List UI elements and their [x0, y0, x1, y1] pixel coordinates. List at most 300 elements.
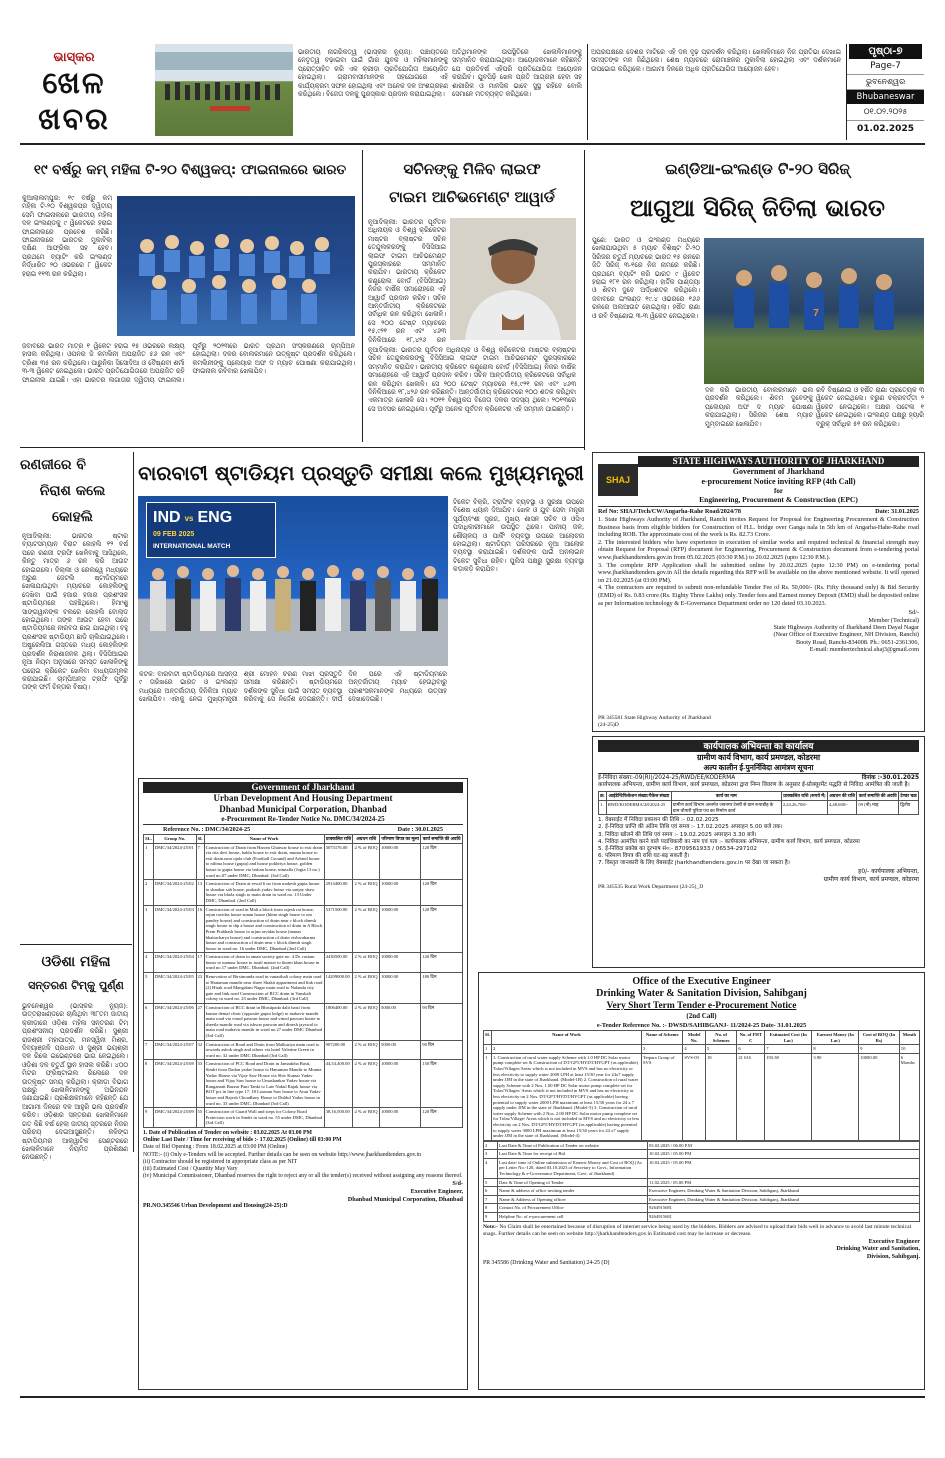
table-cell: 18 [705, 1053, 736, 1140]
table-cell: DMC/34/2024-25/07 [153, 1040, 196, 1060]
udhd-govt: Government of Jharkhand [143, 782, 463, 793]
section-title-line2: ଖବର [38, 102, 110, 137]
rwd-date: दिनांक :-30.01.2025 [861, 775, 919, 781]
rwd-note: 5. ई-निविदा प्रकोष्ठ का दूरभाष सं०:- 8709561933 / 06534-297102 [598, 846, 757, 852]
table-header: कार्य समाप्ति की अवधि [857, 792, 899, 801]
table-cell: Helpline No. of e-procurement cell [498, 1213, 648, 1222]
shaj-ref: Ref No: SHAJ/Tech/CW/Angarha-Rahe Road/2024/78 [598, 508, 741, 515]
table-header: Month [899, 1031, 919, 1045]
rwd-note: 6. परिमाण विपत्र की राशि घट-बढ़ सकती है। [598, 853, 690, 860]
swim-headline-line1: ଓଡିଶା ମହିଳା [41, 954, 111, 970]
table-cell: 1806400.00 [324, 1004, 353, 1041]
table-cell: 2 % of BOQ [353, 953, 380, 973]
table-cell: 23 [196, 973, 204, 1004]
sachin-headline-line1: ସଚିନଙ୍କୁ ମିଳିବ ଲାଇଫ [403, 160, 541, 178]
dws-office: Office of the Executive Engineer [632, 976, 771, 987]
rwd-sign: ग्रामीण कार्य विभाग, कार्य प्रमण्डल, कोडरमा [823, 875, 919, 883]
table-cell: DMC/34/2024-25/03 [153, 905, 196, 953]
dws-tender-ad [478, 972, 925, 1390]
rwd-table [598, 791, 919, 815]
series-headline-line1: ଇଣ୍ଡିଆ-ଇଂଲଣ୍ଡ ଟି-୨୦ ସିରିଜ୍ [665, 160, 850, 178]
table-cell: 38,16,500.00 [324, 1108, 353, 1128]
table-cell: 4 [683, 1045, 706, 1054]
dws-pr-number: PR 345586 (Drinking Water and Sanitation) 24-25 (D) [483, 1260, 610, 1267]
table-cell: 2 % of BOQ [353, 880, 380, 905]
table-cell: DMC/34/2024-25/06 [153, 1004, 196, 1041]
kohli-body: ନୂଆଦିଲ୍ଲୀ: ଭାରତର ଷ୍ଟାର ବ୍ୟାଟସମ୍ୟାନ ବିରାଟ କୋହଲି ୧୨ ବର୍ଷ ପରେ ରଣଜୀ ଟ୍ରଫି ଖେଳିବାକୁ ଆସିଥିଲେ, କିନ୍ତୁ ମାତ୍ର ୬ ରନ କରି ଆଉଟ ହୋଇଗଲେ। ଦିଲ୍ଲୀ ଓ ରେଲୱେ ମଧ୍ୟରେ ଅରୁଣ ଜେଟଲି ଷ୍ଟାଡିୟମରେ ଖେଳାଯାଉଥିବା ମ୍ୟାଚରେ କୋହଲିଙ୍କୁ ଦେଖିବା ପାଇଁ ହଜାର ହଜାର ପ୍ରଶଂସକ ଷ୍ଟାଡିୟମରେ ପହଞ୍ଚିଥିଲେ। ହିମାଂଶୁ ସାଙ୍ଗୱାନଙ୍କ ବଲରେ କୋହଲି ବୋଲ୍ଡ ହୋଇଥିଲେ। ତାଙ୍କ ଆଉଟ ହେବା ପରେ ଷ୍ଟାଡିୟମରେ ନୀରବତା ଛାଇ ଯାଇଥିଲା। ବହୁ ପ୍ରଶଂସକ ଷ୍ଟାଡିୟମ ଛାଡ଼ି ଚାଲିଯାଇଥିଲେ। ଅଷ୍ଟ୍ରେଲିଆ ଗସ୍ତରେ ମଧ୍ୟ କୋହଲିଙ୍କ ପ୍ରଦର୍ଶନ ନିରାଶାଜନକ ଥିଲା। ବିସିସିଆଇର ନୂଆ ନିୟମ ଅନୁସାରେ ସମସ୍ତ ଖେଳାଳିଙ୍କୁ ଘରୋଇ କ୍ରିକେଟ ଖେଳିବା ବାଧ୍ୟତାମୂଳକ କରାଯାଇଛି। ଚାମ୍ପିଅନ୍ସ ଟ୍ରଫି ପୂର୍ବରୁ ତାଙ୍କ ଫର୍ମ ଚିନ୍ତାର ବିଷୟ। [22, 532, 128, 692]
banner-date: 09 FEB 2025 [153, 531, 195, 538]
table-cell: DMC/34/2024-25/01 [153, 843, 196, 880]
table-cell: 5 [705, 1045, 736, 1054]
stadium-event-photo [138, 496, 448, 666]
sachin-body-left: ନୂଆଦିଲ୍ଲୀ: ଭାରତର ପୂର୍ବତନ ଅଧିନାୟକ ଓ ବିଶ୍ୱ କ୍ରିକେଟର ମାଷ୍ଟର ବ୍ଲାଷ୍ଟର ସଚିନ ତେନ୍ଦୁଲକରଙ୍କୁ ବିସିସିଆଇ ଲାଇଫ ଟାଇମ ଆଚିଭମେଣ୍ଟ ପୁରସ୍କାରରେ ସମ୍ମାନିତ କରାଯିବ। ଭାରତୀୟ କ୍ରିକେଟ କଣ୍ଟ୍ରୋଲ ବୋର୍ଡ (ବିସିସିଆଇ) ନିଜର ବାର୍ଷିକ ସମାରୋହରେ ଏହି ଆୱାର୍ଡ ପ୍ରଦାନ କରିବ। ସଚିନ ଆନ୍ତର୍ଜାତୀୟ କ୍ରିକେଟରେ ସର୍ବାଧିକ ରନ କରିଥିବା ଖେଳାଳି। ସେ ୨୦୦ ଟେଷ୍ଟ ମ୍ୟାଚରେ ୧୫,୯୨୧ ରନ ଏବଂ ୪୬୩ ଦିନିକିଆରେ ୧୮,୪୨୬ ରନ [368, 218, 446, 343]
rwd-note: 4. निविदा आमंत्रित करने वाले पदाधिकारी का नाम एवं पता :- कार्यपालक अभियन्ता, ग्रामीण कार्य विभाग, कार्य प्रमण्डल, कोडरमा [598, 838, 860, 845]
table-cell: 03.02.2025 / 06.00 P.M [648, 1141, 920, 1150]
table-cell: 2914400.00 [324, 880, 353, 905]
table-row [144, 953, 463, 973]
table-cell: 9 [859, 1045, 900, 1054]
shaj-tender-ad [592, 452, 925, 732]
table-cell: 10000.00 [380, 880, 421, 905]
sachin-body-bottom: ନୂଆଦିଲ୍ଲୀ: ଭାରତର ପୂର୍ବତନ ଅଧିନାୟକ ଓ ବିଶ୍ୱ କ୍ରିକେଟର ମାଷ୍ଟର ବ୍ଲାଷ୍ଟର ସଚିନ ତେନ୍ଦୁଲକରଙ୍କୁ ବିସିସିଆଇ ଲାଇଫ ଟାଇମ ଆଚିଭମେଣ୍ଟ ପୁରସ୍କାରରେ ସମ୍ମାନିତ କରାଯିବ। ଭାରତୀୟ କ୍ରିକେଟ କଣ୍ଟ୍ରୋଲ ବୋର୍ଡ (ବିସିସିଆଇ) ନିଜର ବାର୍ଷିକ ସମାରୋହରେ ଏହି ଆୱାର୍ଡ ପ୍ରଦାନ କରିବ। ସଚିନ ଆନ୍ତର୍ଜାତୀୟ କ୍ରିକେଟରେ ସର୍ବାଧିକ ରନ କରିଥିବା ଖେଳାଳି। ସେ ୨୦୦ ଟେଷ୍ଟ ମ୍ୟାଚରେ ୧୫,୯୨୧ ରନ ଏବଂ ୪୬୩ ଦିନିକିଆରେ ୧୮,୪୨୬ ରନ କରିଛନ୍ତି। ଆନ୍ତର୍ଜାତୀୟ କ୍ରିକେଟରେ ୧୦୦ ଶତକ କରିଥିବା ଏକମାତ୍ର ଖେଳାଳି ସେ। ୨୦୧୧ ବିଶ୍ୱକପ ବିଜେତା ଦଳର ସଦସ୍ୟ ଥିଲେ। ୨୦୧୩ରେ ସେ ଅବସର ନେଇଥିଲେ। ପୂର୍ବରୁ ଅନେକ ପୂର୍ବତନ କ୍ରିକେଟର ଏହି ସମ୍ମାନ ପାଇଛନ୍ତି। [368, 346, 576, 413]
rwd-note: 7. विस्तृत जानकारी के लिए वेबसाईट jharkhandtenders.gov.in पर देखा जा सकता है। [598, 860, 790, 867]
divider [587, 44, 588, 140]
table-header: No. of Schemes [705, 1031, 736, 1045]
table-cell: 5000.00 [380, 1040, 421, 1060]
section-title-line1: ଖେଳ [42, 66, 106, 101]
udhd-note-3: (iii) Estimated Cost / Quantity May Vary [143, 1165, 238, 1172]
table-cell: Last Date & Time of Publication of Tender on website [498, 1141, 648, 1150]
table-row [144, 973, 463, 1004]
udhd-sign-1: Executive Engineer, [410, 1187, 463, 1195]
series-headline-line2: ଆଗୁଆ ସିରିଜ୍ ଜିତିଲା ଭାରତ [629, 194, 886, 222]
table-cell: Last date/ time of Online submission of Earnest Money and Cost of BOQ (As per Letter No.-120, dated 03.10.2023 of Secretary to Govt., Information Technology & e-Governance Department, Govt. of Jharkhand) [498, 1158, 648, 1178]
table-cell: 2 % of BOQ [353, 1040, 380, 1060]
table-cell: 13 [196, 880, 204, 905]
rwd-note: 1. वेबसाईट में निविदा प्रकाशन की तिथि :- 02.02.2025 [598, 817, 719, 824]
table-cell: 6 [484, 1187, 498, 1196]
dws-sign-1: Executive Engineer [868, 1237, 920, 1245]
svg-text:7: 7 [813, 308, 819, 319]
table-cell: SVS-03 [683, 1053, 706, 1140]
table-cell: 2 % of BOQ [353, 1060, 380, 1108]
table-cell: Construction of road in Mali a block from rajesh rai house, arjun ravidas house sunan house (bhim singh house to om pandey house) and construction of drain near c block dinesh singh house to dip a house and construction of drain in A Block Prem Prabhash house to arjun ravidas house (manas bhattacharya house) and construction of drain vishwakarma house and construction of drain near c block dinesh singh house in ward no. 16 under DMC, Dhanbad (2nd Call) [204, 905, 324, 953]
table-cell: 90 दिन [421, 1040, 463, 1060]
table-header: Sl. [196, 835, 204, 844]
divider [20, 143, 925, 145]
udhd-sign-2: Dhanbad Municipal Corporation, Dhanbad [347, 1195, 463, 1203]
table-cell: 3 [641, 1045, 682, 1054]
table-cell: DMC/34/2024-25/02 [153, 880, 196, 905]
stadium-body-right: ଟିକେଟ ବିକ୍ରି, ଟ୍ରାଫିକ ବ୍ୟବସ୍ଥା ଓ ସୁରକ୍ଷା ଉପରେ ବିଶେଷ ଧ୍ୟାନ ଦିଆଯିବ। ଖେଳ ଓ ଯୁବ ସେବା ମନ୍ତ୍ରୀ ସୂର୍ଯ୍ୟବଂଶୀ ସୂରଜ, ମୁଖ୍ୟ ଶାସନ ସଚିବ ଓ ଓସିଏ ପଦାଧିକାରୀମାନେ ଉପସ୍ଥିତ ଥିଲେ। ପାନୀୟ ଜଳ, ଶୌଚାଳୟ ଓ ପାର୍କିଂ ବ୍ୟବସ୍ଥା ଉପରେ ଆଲୋଚନା ହୋଇଥିଲା। ଷ୍ଟାଡିୟମ ପରିସରରେ ନୂଆ ଆଲୋକ ବ୍ୟବସ୍ଥା କରାଯାଇଛି। ଦର୍ଶକଙ୍କ ପାଇଁ ଅନଲାଇନ ଟିକେଟ ସୁବିଧା ରହିବ। ପୁଲିସ ପକ୍ଷରୁ ସୁରକ୍ଷା ବ୍ୟବସ୍ଥା କଡ଼ାକଡ଼ି କରାଯିବ। [453, 498, 584, 574]
table-row [484, 1178, 920, 1187]
top-event-photo [155, 44, 293, 136]
udhd-ref: Reference No. : DMC/34/2024-25 [163, 826, 251, 833]
table-cell: RWD/KODERMA/28/2024-25 [606, 801, 671, 815]
table-cell: DMC/34/2024-25/09 [153, 1108, 196, 1128]
shaj-sign-2: State Highways Authority of Jharkhand Deen Dayal Nagar [773, 623, 919, 631]
table-row [144, 1108, 463, 1128]
table-row [484, 1187, 920, 1196]
table-cell: 2,24,26,708/- [781, 801, 827, 815]
divider [20, 1396, 925, 1398]
team-celebration-illustration [117, 196, 355, 336]
table-cell: 120 दिन [421, 953, 463, 973]
table-cell: DMC/34/2024-25/04 [153, 953, 196, 973]
shaj-notice-title: e-procurement Notice inviting RFP (4th Call) [701, 477, 856, 486]
table-cell: Construction of Drain at erwal 6 no from mahesh gupta house to shankar sah house, prakash yadav house via sanjay shaw house via bhola singh to main drain in ward no. 13 Under DMC, Dhanbad. (2nd Call) [204, 880, 324, 905]
table-cell: Renovation of Birsimunda road in vanasthali colony main road to Hanuman mandir near shree Shakti appartment and link road (2) Hirak road Mangalam Nagar main road to Nalanda city gate and link road Construction of RCC drain in Vanshali colony in ward no. 23 under DMC, Dhanbad. (3rd Call) [204, 973, 324, 1004]
table-cell: 44,54,400.00 [324, 1060, 353, 1108]
shaj-sign-3: (Near Office of Executive Engineer, NH Division, Ranchi) [773, 631, 919, 639]
table-cell: 8 [484, 1204, 498, 1213]
table-cell: 120 दिन [421, 1108, 463, 1128]
dws-note-label: Note:- [483, 1223, 498, 1230]
table-header-row [144, 835, 463, 844]
table-cell: 90 दिन [421, 1004, 463, 1041]
rwd-ref: ई-निविदा संख्या:-09(RI)/2024-25/RWD/EE/KODERMA [598, 775, 736, 781]
table-cell: Construction of drain in aman society gate no. 4 Dr. rustam house to manusr house to israil master to ikram khan house in ward no.17 under DMC, Dhanbad. (2nd Call) [204, 953, 324, 973]
brand-name: ଭାସ୍କର [53, 50, 95, 65]
table-cell: 9264915681 [648, 1213, 920, 1222]
crowd-illustration [155, 44, 293, 136]
rwd-note: 3. निविदा खोलने की तिथि एवं समय :- 19.02.2025 अपराहन 3.30 बजे। [598, 831, 757, 838]
table-cell: Name & Address of Opening officer [498, 1195, 648, 1204]
date-en: 01.02.2025 [857, 124, 914, 134]
table-cell: 10000.00 [380, 953, 421, 973]
table-header: No. of FHT C [737, 1031, 765, 1045]
divider [20, 447, 584, 448]
table-row [144, 843, 463, 880]
table-row [144, 1060, 463, 1108]
divider [584, 150, 585, 450]
table-cell: 2 % of BOQ [353, 973, 380, 1004]
table-header-row [599, 792, 919, 801]
table-row [484, 1053, 920, 1140]
banner-match: INTERNATIONAL MATCH [153, 543, 231, 550]
table-header: SL. [144, 835, 154, 844]
dws-sign-3: Division, Sahibganj. [866, 1252, 920, 1260]
dws-sign-2: Drinking Water and Sanitation, [836, 1245, 920, 1253]
dws-call: (2nd Call) [686, 1012, 717, 1020]
rwd-title: कार्यपालक अभियन्ता का कार्यालय [598, 740, 919, 752]
table-cell: 5 [484, 1178, 498, 1187]
fhtc-value-2: 616 [744, 1054, 751, 1060]
table-cell: 11.02.2025 / 05.00 PM [648, 1178, 920, 1187]
table-cell: 32 [196, 1040, 204, 1060]
table-cell: 4,48,600/- [827, 801, 856, 815]
city-odia: ଭୁବନେଶ୍ୱର [847, 75, 924, 90]
table-header: प्राक्कलित राशि (रूपये में) [781, 792, 827, 801]
table-cell: Executive Engineer, Drinking Water & Sanitation Division, Sahibganj, Jharkhand [648, 1187, 920, 1196]
table-cell [737, 1053, 765, 1140]
rwd-sd: ह0/- कार्यपालक अभियन्ता, [858, 867, 919, 875]
dws-notice: Very Short Term Tender e-Procurement Notice [606, 1001, 797, 1011]
table-cell: 7 [484, 1195, 498, 1204]
fhtc-value: 21 [738, 1054, 743, 1060]
rwd-intro: कार्यपालक अभियन्ता, ग्रामीण कार्य विभाग, कार्य प्रमण्डल, कोडरमा द्वारा निम्न विवरण के अनुसार ई-प्रोक्यूरमेंट पद्धति से निविदा आमंत्रित की जाती है। [598, 782, 910, 788]
top-story-col1: ଭାରତୀୟ ନାଗରିକତ୍ୱ (ଭାସ୍କର ନ୍ୟୁଜ): ପଞ୍ଚାୟତରେ ନେତୃତ୍ୱ ବଢ଼ାଇବା ପାଇଁ ଗାଁର ଯୁବକ ଓ ମହିଳାମାନଙ୍କୁ ପ୍ରୋତ୍ସାହିତ କରି ଏକ କ୍ରୀଡ଼ା ପ୍ରତିଯୋଗିତା ଆୟୋଜିତ ହୋଇଥିଲା। ଗ୍ରାମବାସୀମାନଙ୍କ ସହଯୋଗରେ ଏହି କାର୍ଯ୍ୟକ୍ରମ ସଫଳ ହୋଇଥିଲା ଏବଂ ଅନେକ ଦଳ ଅଂଶଗ୍ରହଣ କରିଥିଲେ। ବିଜେତା ଦଳକୁ ପୁରସ୍କାର ପ୍ରଦାନ କରାଯାଇଥିଲା। [298, 48, 448, 99]
table-header: Earnest Money (In Lac) [812, 1031, 859, 1045]
table-cell: 7 [196, 843, 204, 880]
series-body-2: ଦଳ କରି ଭାରତୀୟ ବୋଲରମାନେ ଭଲ ପ୍ରଦର୍ଶନ କରିଥିଲେ। ଶିବମ ଦୁବେଙ୍କୁ ପ୍ଲେୟାର ଅଫ ଦ ମ୍ୟାଚ ଘୋଷଣା କରାଯାଇଥିଲା। ସିରିଜର ଶେଷ ମ୍ୟାଚ ମୁମ୍ବାଇରେ ଖେଳାଯିବ। [705, 386, 813, 428]
table-cell: Executive Engineer, Drinking Water & Sanitation Division, Sahibganj, Jharkhand [648, 1195, 920, 1204]
shaj-epc: Engineering, Procurement & Construction (EPC) [699, 495, 858, 504]
dws-dates-table [483, 1141, 920, 1222]
sachin-photo [450, 218, 576, 340]
series-body: ପୁଣେ: ଭାରତ ଓ ଇଂଲଣ୍ଡ ମଧ୍ୟରେ ଖେଳାଯାଉଥିବା ୫ ମ୍ୟାଚ ବିଶିଷ୍ଟ ଟି-୨୦ ସିରିଜର ଚତୁର୍ଥ ମ୍ୟାଚରେ ଭାରତ ୧୫ ରନରେ ଜିତି ସିରିଜ୍ ୩-୧ରେ ନିଜ ନାମରେ କରିଛି। ପ୍ରଥମେ ବ୍ୟାଟିଂ କରି ଭାରତ ୯ ୱିକେଟ ହରାଇ ୧୮୧ ରନ କରିଥିଲା। ହାର୍ଦ୍ଦିକ ପାଣ୍ଡ୍ୟା ଓ ଶିବମ ଦୁବେ ଅର୍ଦ୍ଧଶତକ କରିଥିଲେ। ଜବାବରେ ଇଂଲଣ୍ଡ ୧୯.୪ ଓଭରରେ ୧୬୬ ରନରେ ଅଲଆଉଟ ହୋଇଥିଲା। ହର୍ଷିତ ରାଣା ଓ ରବି ବିଷ୍ଣୋଇ ୩-୩ ୱିକେଟ ନେଇଥିଲେ। [592, 236, 700, 320]
table-cell: 4430500.00 [324, 953, 353, 973]
table-cell: द्वितीय [899, 801, 919, 815]
table-cell: 9 [144, 1108, 154, 1128]
table-cell: 7 [144, 1040, 154, 1060]
table-cell: 10000.00 [380, 843, 421, 880]
rwd-dept: ग्रामीण कार्य विभाग, कार्य प्रमण्डल, कोडरमा [696, 753, 821, 762]
table-header: परिमाण विपत्र का मूल्य [380, 835, 421, 844]
shaj-para-3: 3. The complete RFP Application shall be submitted online by 20.02.2025 (upto 12:30 PM) on e-tendering portal www.jharkhandtenders.gov.in All the details regarding this RFP will be available on the above mentioned website. It will opened on 21.02.2025 (at 03:00 PM). [598, 561, 919, 584]
masthead-logo [20, 50, 128, 142]
u19-headline: ୧୯ ବର୍ଷରୁ କମ୍ ମହିଳା ଟି-୨୦ ବିଶ୍ୱକପ୍: ଫାଇନାଲରେ ଭାରତ [33, 162, 347, 178]
table-cell: 10.02.2025 / 05.00 PM [648, 1158, 920, 1178]
table-cell: 907200.00 [324, 1040, 353, 1060]
table-cell: 4 [484, 1158, 498, 1178]
udhd-corp: Dhanbad Municipal Corporation, Dhanbad [219, 804, 387, 814]
table-cell: 5 [144, 973, 154, 1004]
table-cell: 10000.00 [380, 905, 421, 953]
table-cell: 8 [144, 1060, 154, 1108]
table-cell: 6 Months [899, 1053, 919, 1140]
table-cell: Construction of RCC drain in Bhistipada dalit basti from kumar dental clinic (opposite gupta lodge) to mahavir mandir main road via vinod paswan house and vinod paswan house to sheetla mandir road via ishwar paswan and dinesh jayswal to main road mahavir mandir in ward no.27 under DMC Dhanbad (3rd Call) [204, 1004, 324, 1041]
table-cell: 2 [144, 880, 154, 905]
table-header: कार्य का नाम [671, 792, 781, 801]
table-header: आईडेन्टिफिकेशन संख्या/पैकेज संख्या [606, 792, 671, 801]
shaj-title: STATE HIGHWAYS AUTHORITY OF JHARKHAND [638, 456, 919, 467]
dws-division: Drinking Water & Sanitation Division, Sahibganj [596, 988, 807, 999]
table-row [484, 1045, 920, 1054]
series-team-photo [704, 238, 924, 384]
portrait-illustration [450, 218, 576, 340]
page-info-box [846, 44, 924, 140]
table-cell: Construction of PCC Road and Drain in Jamadoba Basti, Sindri from Dadan yadav house to Hanuman Mandir to Munna Yadav House via Vijay Saw House via Shiv Kumar Yadav house and Vijay Saw house to Umashankar Yadav house via Rangamati Bazzar Pani Tanki to Late Nakul Rajak house via BOT pct in line type 17, 18 Laxman Saw house to Arun Yadav house and Rajesh Choudhary House to Duldul Yadav house in ward no. 33 under DMC, Dhanbad (3rd Call) [204, 1060, 324, 1108]
table-row [484, 1204, 920, 1213]
table-cell: 8 [812, 1045, 859, 1054]
table-cell: 1. Construction of rural water supply Scheme with 1.0 HP DC Solar motor pump complete set & Construction of DT/GPT/HYDT/HYGPT (as applicable) Tolas/Villages/Areas which is not included in MVS and has no electricity or less electricity to supply water 2000 LPH at least 15/30 year for 24x7 supply under JJM in the state of Jharkhand. (Model-1B) 2. Construction of rural water supply Scheme with 2 Nos. 1.00 HP DC Solar motor pump complete set for Tolas/Villages/ Areas which is not included in MVS and has no electricity or less electricity on 2 Nos. DT/GPT/HYDT/HYGPT (as applicable) having potential to supply water 2000 LPH maximum at least 15/30 years for 24 x 7 supply under JJM in the state of Jharkhand. (Model-3) 3. Construction of rural water supply Scheme with 2 Nos. 2.00 HP DC Solar motor pump complete set for Tolas/Village/ Areas which is not included in MVS and no electricity or less electricity on 2 Nos. DT/GPT/HYDT/HYGPT (as applicable) having potential to supply water 3000 LPH maximum at least 15/30 years for 24 x7 supply under JJM in the state of Jharkhand. (Model-4) [491, 1053, 641, 1140]
players-illustration [704, 238, 924, 384]
table-header: क्र. [599, 792, 607, 801]
table-cell: 2 [484, 1141, 498, 1150]
table-cell: 3073176.00 [324, 843, 353, 880]
city-en: Bhubaneswar [847, 90, 924, 104]
table-row [144, 905, 463, 953]
table-cell: 1 [484, 1053, 492, 1140]
table-cell: 10000.00 [380, 1060, 421, 1108]
table-cell: 6 [144, 1004, 154, 1041]
table-cell: Name & address of office inviting tender [498, 1187, 648, 1196]
dws-ref: e-Tender Reference No. :- DWSD/SAHIBGANJ- 11/2024-25 Date- 31.01.2025 [596, 1022, 807, 1029]
table-cell: 2 % of BOQ [353, 1004, 380, 1041]
table-cell: 10000.00 [380, 973, 421, 1004]
table-cell: 1 [144, 843, 154, 880]
date-odia: ୦୧.୦୨.୨୦୨୫ [847, 104, 924, 121]
table-cell: Construction of Drain from Harom Ghatwar house to exit drain via rita devi house, bablu house to exit drain, muma house to exit drain near ujala club (Football Ground) and Arbind house to nilima house (gupta) and house pokhriya house, golden house to gupta house via lashan house, nimtalla (Jogta 13 no.) ward no.07 under DMC, Dhanbad. (3rd Call) [204, 843, 324, 880]
shaj-sd: Sd/- [908, 609, 919, 617]
table-cell: 1 [484, 1045, 492, 1054]
top-story-col2: ଅତିଥିମାନଙ୍କ ଉପସ୍ଥିତିରେ ଖେଳାଳିମାନଙ୍କୁ ସମ୍ମାନିତ କରାଯାଇଥିଲା। ଆୟୋଜକମାନେ କହିଛନ୍ତି ଯେ ପ୍ରତିବର୍ଷ ଏହିପରି ପ୍ରତିଯୋଗିତା ଆୟୋଜନ କରାଯିବ। ଯୁବପିଢ଼ି ଖେଳ ପ୍ରତି ଆଗ୍ରହୀ ହେବା ସହ ଶାରୀରିକ ଓ ମାନସିକ ଭାବେ ସୁସ୍ଥ ରହିବେ ବୋଲି ସେମାନେ ମତବ୍ୟକ୍ତ କରିଥିଲେ। [452, 48, 582, 99]
table-header-row [484, 1031, 920, 1045]
table-row [484, 1150, 920, 1159]
table-cell: 150 दिन [421, 1060, 463, 1108]
table-header: Cost of BOQ (In Rs) [859, 1031, 900, 1045]
udhd-notice: e-Procurement Re-Tender Notice No. DMC/34/2024-25 [143, 815, 463, 825]
udhd-tender-ad [138, 778, 468, 1390]
table-cell: 10000.00 [380, 1108, 421, 1128]
shaj-govt: Government of Jharkhand [732, 467, 825, 476]
table-cell: 9264915681 [648, 1204, 920, 1213]
table-header: Model No. [683, 1031, 706, 1045]
table-cell: 6 [737, 1045, 765, 1054]
table-cell: DMC/34/2024-25/05 [153, 973, 196, 1004]
table-cell: 5000.00 [380, 1004, 421, 1041]
table-cell: 120 दिन [421, 905, 463, 953]
shaj-para-1: 1. State Highways Authority of Jharkhand, Ranchi invites Request for Proposal for Engineering Procurement & Construction Business basis from eligible bidders for Construction of H.L. bridge over Ganga nala in 5th km of Angarha-Hahe-Rahe road including ROB. The approximate cost of the work is Rs. 82.73 Crore. [598, 516, 919, 539]
rwd-note: 2. ई-निविदा प्राप्ति की अंतिम तिथि एवं समय :- 17.02.2025 अपराहन 5.00 बजे तक। [598, 824, 783, 831]
udhd-last-date: Online Last Date / Time for receiving of bids :- 17.02.2025 (Online) till 03:00 PM [143, 1137, 342, 1144]
divider [362, 150, 363, 442]
table-cell: 2 [491, 1045, 641, 1054]
page-label: ପୃଷ୍ଠା-୭ [849, 44, 922, 59]
table-row [484, 1195, 920, 1204]
table-cell: 1 [599, 801, 607, 815]
page-number-en: Page-7 [847, 59, 924, 75]
dws-table [483, 1030, 920, 1141]
table-cell: 09 (नौ) माह [857, 801, 899, 815]
series-body-3: ରବି ବିଷ୍ଣୋଇ ଓ ହର୍ଷିତ ରାଣା ପ୍ରତ୍ୟେକ ୩ ୱିକେଟ ନେଇଥିଲେ। ବରୁଣ ଚକ୍ରବର୍ତ୍ତୀ ୨ ୱିକେଟ ନେଇଥିଲେ। ଅକ୍ଷର ପଟେଲ ୧ ୱିକେଟ ନେଇଥିଲେ। ଇଂଲଣ୍ଡ ପକ୍ଷରୁ ହ୍ୟାରି ବ୍ରୁକ୍ ସର୍ବାଧିକ ୫୧ ରନ କରିଥିଲେ। [816, 386, 924, 428]
table-cell: 2 % of BOQ [353, 905, 380, 953]
shaj-sign-5: E-mail: membertechnical.shaj3@gmail.com [809, 646, 919, 654]
table-cell: Tetpara Group of SVS [641, 1053, 682, 1140]
u19-team-photo [117, 196, 355, 336]
shaj-date: Date: 31.01.2025 [875, 508, 919, 515]
table-cell: 193.38 [765, 1053, 812, 1140]
top-story-col3: ଅପରପକ୍ଷରେ ଦେଶର ମାଟିରେ ଏହି ଦଳ ଦୃଢ଼ ପ୍ରଦର୍ଶନ କରିଥିଲା। ଖେଳାଳିମାନେ ନିଜ ପ୍ରତିଭା ଦେଖାଇ ସମସ୍ତଙ୍କ ମନ ଜିଣିଥିଲେ। ଶେଷ ମ୍ୟାଚରେ ରୋମାଞ୍ଚକର ମୁକାବିଲା ହୋଇଥିଲା ଏବଂ ଦର୍ଶକମାନେ ଉପଭୋଗ କରିଥିଲେ। ଆଗାମୀ ଦିନରେ ଅଧିକ ପ୍ରତିଯୋଗିତା ଆୟୋଜନ ହେବ। [591, 48, 841, 73]
table-row [144, 880, 463, 905]
table-cell: Date & Time of Opening of Tender [498, 1178, 648, 1187]
udhd-note-4: (iv) Municipal Commissioner, Dhanbad reserves the right to reject any or all the tender(s) received without assigning any reasons thereof. [143, 1173, 463, 1180]
table-cell: 5371500.00 [324, 905, 353, 953]
shaj-sign-4: Booty Road, Ranchi-834008. Ph.: 0651-2361306, [795, 638, 919, 646]
table-cell: 120 दिन [421, 843, 463, 880]
banner-vs: vs [184, 513, 194, 523]
table-cell: 2 % of BOQ [353, 843, 380, 880]
table-row [484, 1213, 920, 1222]
udhd-note-2: (ii) Contractor should be registered in appropriate class as per NIT [143, 1158, 298, 1165]
rwd-notice: अल्प कालीन ई-पुनर्निविदा आमंत्रण सूचना [598, 763, 919, 774]
table-cell: 9 [484, 1213, 498, 1222]
kohli-headline-line2: ନିରାଶ କଲେ [39, 483, 106, 499]
rwd-tender-ad [592, 736, 925, 968]
stadium-body-bottom: କଟକ: ବାରବାଟୀ ଷ୍ଟାଡିୟମରେ ଆସନ୍ତା ୯ ତାରିଖରେ ଭାରତ ଓ ଇଂଲଣ୍ଡ ମଧ୍ୟରେ ଅନ୍ତର୍ଜାତୀୟ ଦିନିକିଆ ମ୍ୟାଚ ଖେଳାଯିବ। ଏହାକୁ ନେଇ ମୁଖ୍ୟମନ୍ତ୍ରୀ ଶ୍ରୀ ମୋହନ ଚରଣ ମାଝୀ ପ୍ରସ୍ତୁତି ସମୀକ୍ଷା କରିଛନ୍ତି। ଷ୍ଟାଡିୟମରେ ଦର୍ଶକଙ୍କ ସୁବିଧା ପାଇଁ ସମସ୍ତ ବ୍ୟବସ୍ଥା କରିବାକୁ ସେ ନିର୍ଦ୍ଦେଶ ଦେଇଛନ୍ତି। ଦୀର୍ଘ ଦିନ ପରେ ଏହି ଷ୍ଟାଡିୟମରେ ଅନ୍ତର୍ଜାତୀୟ ମ୍ୟାଚ ହେଉଥିବାରୁ ପ୍ରଶଂସକମାନଙ୍କ ମଧ୍ୟରେ ଉତ୍ସାହ ଦେଖାଦେଇଛି। [139, 670, 447, 704]
table-cell: 10 [899, 1045, 919, 1054]
rwd-pr-number: PR 345535 Rural Work Department (24-25)_D [598, 883, 704, 890]
table-cell: 180 दिन [421, 973, 463, 1004]
divider [20, 944, 132, 945]
udhd-dept: Urban Development And Housing Department [213, 793, 393, 803]
sachin-headline-line2: ଟାଇମ ଆଚିଭମେଣ୍ଟ ଆୱାର୍ଡ [389, 188, 555, 206]
table-cell: 17 [196, 953, 204, 973]
table-row [144, 1040, 463, 1060]
udhd-open-date: Date of Bid Opening : From 18.02.2025 at 03:00 PM (Online) [143, 1144, 288, 1151]
table-cell: Last Date & Time for receipt of Bid [498, 1150, 648, 1159]
table-cell: ग्रामीण कार्य विभाग अन्तर्गत जयनगर टेसरी से ग्राम रूपाडीह के ग्राम चौपारी पुरिया पथ का निर्माण कार्य [671, 801, 781, 815]
udhd-table [143, 834, 463, 1128]
u19-body-bottom: ଜବାବରେ ଭାରତ ମାତ୍ର ୧ ୱିକେଟ ହରାଇ ୧୫ ଓଭରରେ ଲକ୍ଷ୍ୟ ହାସଲ କରିଥିଲା। ଓପନର ଜି କମଲିନୀ ଅପରାଜିତ ୫୬ ରନ ଏବଂ ତ୍ରିଶା ୩୫ ରନ କରିଥିଲେ। ପାରୁନିକା ସିସୋଦିଆ ଓ ବୈଷ୍ଣବୀ ଶର୍ମା ୩-୩ ୱିକେଟ ନେଇଥିଲେ। ଭାରତ ପ୍ରତିଯୋଗିତାରେ ଅପରାଜିତ ରହି ଫାଇନାଲ ଯାଇଛି। ଏହା ଭାରତର ଲଗାତାର ଦ୍ୱିତୀୟ ଫାଇନାଲ। ପୂର୍ବରୁ ୨୦୨୩ରେ ଭାରତ ପ୍ରଥମ ସଂସ୍କରଣରେ ଚାମ୍ପିଅନ ହୋଇଥିଲା। ଦଳର ବୋଲରମାନେ ଉତ୍କୃଷ୍ଟ ପ୍ରଦର୍ଶନ କରିଥିଲେ। କମଲିନୀଙ୍କୁ ପ୍ଲେୟାର ଅଫ ଦ ମ୍ୟାଚ ଘୋଷଣା କରାଯାଇଥିଲା। ଫାଇନାଲ ରବିବାର ଖେଳାଯିବ। [22, 342, 355, 384]
table-cell: 33 [196, 1060, 204, 1108]
table-cell: 10000.00 [859, 1053, 900, 1140]
officials-illustration [138, 556, 448, 666]
table-cell: 2 % of BOQ [353, 1108, 380, 1128]
shaj-para-4: 4. The contractors are required to submit non-refundable Tender Fee of Rs. 50,000/- (Rs. Fifty thousand only) & Bid Security (EMD) of Rs. 0.83 crore (Rs. Eighty Three Lakhs) only. Tender fees and Earnest money Deposit (EMD) shall be deposited online as per Information technology & E-Governance Department order no 120 dated 03.10.2023. [598, 584, 919, 607]
table-cell: 4 [144, 953, 154, 973]
table-cell: 10.02.2025 / 05.00 PM [648, 1150, 920, 1159]
banner-ind: IND [153, 509, 181, 526]
table-header: Group No. [153, 835, 196, 844]
udhd-date: Date : 30.01.2025 [397, 826, 443, 833]
table-cell: 3 [144, 905, 154, 953]
table-cell: 55 [196, 1108, 204, 1128]
shaj-logo: SHAJ [598, 464, 638, 496]
banner-eng: ENG [197, 509, 233, 526]
table-row [599, 801, 919, 815]
table-header: Sl. [484, 1031, 492, 1045]
udhd-sd: S/d- [452, 1180, 463, 1188]
stadium-headline: ବାରବାଟୀ ଷ୍ଟାଡିୟମ ପ୍ରସ୍ତୁତି ସମୀକ୍ଷା କଲେ ମୁଖ୍ୟମନ୍ତ୍ରୀ [138, 461, 584, 485]
table-row [144, 1004, 463, 1041]
table-row [484, 1158, 920, 1178]
table-header: टेण्डर चक्र [899, 792, 919, 801]
udhd-pub-date: 1. Date of Publication of Tender on website : 03.02.2025 At 03.00 PM [143, 1129, 312, 1136]
divider [133, 452, 134, 1152]
shaj-pr-number: PR 345581 State Highway Authority of Jharkhand (24-25)D [598, 715, 711, 728]
table-header: Estimated Cost (In Lac) [765, 1031, 812, 1045]
table-header: अग्रधन राशि [353, 835, 380, 844]
table-cell: DMC/34/2024-25/08 [153, 1060, 196, 1108]
u19-body-top: କୁଆଲାଲମ୍ପୁର: ୧୯ ବର୍ଷରୁ କମ୍ ମହିଳା ଟି-୨୦ ବିଶ୍ୱକପ୍ର ଦ୍ୱିତୀୟ ସେମି ଫାଇନାଲରେ ଭାରତୀୟ ମହିଳା ଦଳ ଇଂଲଣ୍ଡକୁ ୯ ୱିକେଟରେ ହରାଇ ଫାଇନାଲରେ ପ୍ରବେଶ କରିଛି। ଫାଇନାଲରେ ଭାରତର ମୁକାବିଲା ଦକ୍ଷିଣ ଆଫ୍ରିକା ସହ ହେବ। ପ୍ରଥମେ ବ୍ୟାଟିଂ କରି ଇଂଲଣ୍ଡ ନିର୍ଦ୍ଧାରିତ ୨୦ ଓଭରରେ ୮ ୱିକେଟ ହରାଇ ୧୧୩ ରନ କରିଥିଲା। [22, 194, 112, 278]
table-cell: 120 दिन [421, 880, 463, 905]
table-cell: 3.90 [812, 1053, 859, 1140]
table-header: Name of Work [491, 1031, 641, 1045]
table-cell: 16 [196, 905, 204, 953]
table-header: अग्रधन की राशि [827, 792, 856, 801]
dws-note: No Claim shall be entertained because of disruption of internet service being used by the bidders. Bidders are advised to upload their bids well in advance to avoid last minute technical snags. Further details can be seen on website http://jharkhandtenders.gov.in Estimated cost may be increase or decrease. [483, 1223, 912, 1237]
table-header: प्राक्कलित राशि [324, 835, 353, 844]
shaj-for: for [774, 487, 783, 495]
table-cell: 7 [765, 1045, 812, 1054]
udhd-note-1: NOTE:- (i) Only e-Tenders will be accepted. Further details can be seen on website http://www.jharkhandtenders.gov.in [143, 1151, 421, 1158]
table-header: कार्य समाप्ति की अवधि [421, 835, 463, 844]
table-row [484, 1141, 920, 1150]
swim-headline-line2: ସନ୍ତରଣ ଟିମ୍କୁ ପୁର୍ଣ୍ଣ [28, 979, 124, 992]
table-header: Name of Work [204, 835, 324, 844]
shaj-sign-1: Member (Technical) [868, 616, 919, 624]
swim-body: ଭୁବନେଶ୍ୱର (ଭାସ୍କର ନ୍ୟୁଜ): ଉତ୍ତରାଖଣ୍ଡରେ ଚାଲିଥିବା ୩୮ତମ ଜାତୀୟ କ୍ରୀଡ଼ାରେ ଓଡ଼ିଶା ମହିଳା ସନ୍ତରଣ ଟିମ୍ ପ୍ରଶଂସନୀୟ ପ୍ରଦର୍ଶନ କରିଛି। ସୁଶ୍ରୀ ରାଜଶ୍ରୀ ମହାପାତ୍ର, ମନସ୍ୱିନୀ ମିଶ୍ର, ଦିବ୍ୟାଞ୍ଜଳି ପ୍ରଧାନ ଓ ସୁଶ୍ରୀ ଭୟଶ୍ରୀ ଦଳ ରିଲେ ଇଭେଣ୍ଟରେ ଭାଗ ନେଇଥିଲେ। ଓଡ଼ିଶା ଦଳ ଚତୁର୍ଥ ସ୍ଥାନ ହାସଲ କରିଛି। ୪୦୦ ମିଟର ଫ୍ରିଷ୍ଟାଇଲ ରିଲେରେ ଦଳ ଉତ୍କୃଷ୍ଟ ସମୟ କରିଥିଲା। କ୍ରୀଡ଼ା ବିଭାଗ ପକ୍ଷରୁ ଖେଳାଳିମାନଙ୍କୁ ଅଭିନନ୍ଦନ ଜଣାଯାଇଛି। ପ୍ରଶିକ୍ଷକମାନେ କହିଛନ୍ତି ଯେ ଆଗାମୀ ଦିନରେ ଦଳ ଆହୁରି ଭଲ ପ୍ରଦର୍ଶନ କରିବ। ଓଡ଼ିଶାର ସନ୍ତରଣ ଖେଳାଳିମାନେ ଗତ କିଛି ବର୍ଷ ହେଲା ଜାତୀୟ ସ୍ତରରେ ନିଜର ପରିଚୟ ଦେଇଆସୁଛନ୍ତି। କଳିଙ୍ଗ ଷ୍ଟାଡିୟମର ଆକ୍ୱାଟିକ ସେଣ୍ଟରରେ ଖେଳାଳିମାନେ ନିୟମିତ ପ୍ରଶିକ୍ଷଣ ନେଉଛନ୍ତି। [22, 1002, 128, 1162]
table-cell: Construction of Road and Drain from Malkuriya main road to towards ashok singh and others via hotel Valerine Green in ward no. 32 under DMC Dhanbad (3rd Call) [204, 1040, 324, 1060]
table-header: Name of Scheme [641, 1031, 682, 1045]
kohli-headline-line3: କୋହଲି [52, 509, 93, 525]
table-cell: 14209000.00 [324, 973, 353, 1004]
table-cell: Contact No. of Procurement Office [498, 1204, 648, 1213]
table-cell: 3 [484, 1150, 498, 1159]
table-cell: 27 [196, 1004, 204, 1041]
